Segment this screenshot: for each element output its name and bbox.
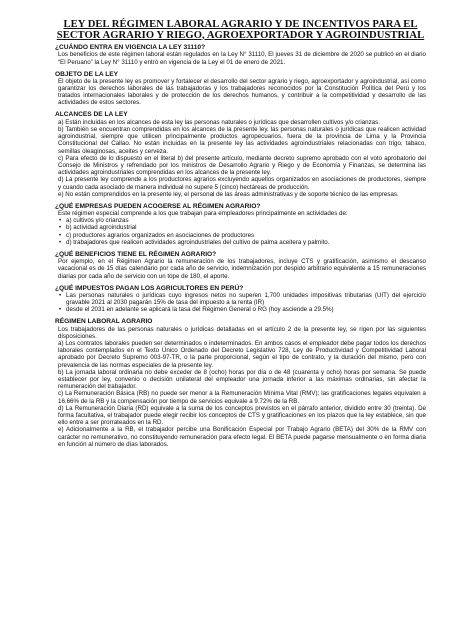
section-heading-regimen: RÉGIMEN LABORAL AGRARIO [55, 318, 153, 326]
list-item: • d) trabajadores que realicen actividades agroindustriales del cultivo de palma aceitera y palmito. [58, 239, 426, 246]
paragraph: c) Para efecto de lo dispuesto en el literal b) del presente artículo, mediante decreto supremo aprobado con el voto aprobatorio del Consejo de Ministros y refrendado por los ministros de Desarrollo Agrario y Riego y de Economía y Finanzas, se determina las actividades agroindustriales comprendidas en los alcances de la presente ley. [58, 154, 426, 177]
paragraph: Los trabajadores de las personas naturales o jurídicas detalladas en el artículo 2 de la presente ley, se rigen por las siguientes disposiciones. [58, 325, 426, 340]
title-line-1: LEY DEL RÉGIMEN LABORAL AGRARIO Y DE INCENTIVOS PARA EL [63, 19, 418, 30]
title-line-2: SECTOR AGRARIO Y RIEGO, AGROEXPORTADOR Y AGROINDUSTRIAL [56, 29, 425, 41]
paragraph: c) La Remuneración Básica (RB) no puede ser menor a la Remuneración Mínima Vital (RMV); las gratificaciones legales equivalen a 16.66% de la RB y la compensación por tiempo de servicios equivale a 9.72% de la RB. [58, 390, 426, 405]
section-heading-impuestos: ¿QUÉ IMPUESTOS PAGAN LOS AGRICULTORES EN PERÚ? [55, 284, 244, 292]
paragraph: e) Adicionalmente a la RB, el trabajador percibe una Bonificación Especial por Trabajo Agrario (BETA) del 30% de la RMV con carácter no remunerativo, no constituyendo remuneración para efecto legal. El BETA puede pagarse mensualmente o en forma diaria en función al número de días laborados. [58, 426, 426, 448]
list-item: • desde el 2031 en adelante se aplicará la tasa del Régimen General o RG (hoy asciende a 29.5%) [58, 306, 426, 313]
paragraph: a) Los contratos laborales pueden ser determinados o indeterminados. En ambos casos el empleador debe pagar todos los derechos laborales contemplados en el Texto Único Ordenado del Decreto Legislativo 728, Ley de Productividad y Competitividad Laboral aprobado por Decreto Supremo 003-97-TR, o la parte proporcional, según el tipo de contrato, y la duración del mismo, pero con prevalencia de las normas especiales de la presente ley. [58, 339, 426, 369]
paragraph: Los beneficios de este régimen laboral están regulados en la Ley N° 31110, El jueves 31 de diciembre de 2020 se publicó en el diario “El Peruano” la Ley N° 31110 y entró en vigencia de la Ley el 01 de enero de 2021. [58, 51, 426, 66]
paragraph: a) Están incluidas en los alcances de esta ley las personas naturales o jurídicas que desarrollen cultivos y/o crianzas. [58, 118, 380, 126]
paragraph: Por ejemplo, en el Régimen Agrario la remuneración de los trabajadores, incluye CTS y gratificación, asimismo el descanso vacacional es de 15 días calendario por cada año de servicio, indemnización por despido arbitrario equivalente a 15 remuneraciones diarias por cada año de servicio con un tope de 180, el aporte. [58, 258, 426, 280]
section-heading-beneficios: ¿QUÉ BENEFICIOS TIENE EL RÉGIMEN AGRARIO? [55, 250, 217, 258]
section-heading-objeto: OBJETO DE LA LEY [55, 70, 119, 78]
paragraph: d) La presente ley comprende a los productores agrarios excluyendo aquellos organizados en asociaciones de productores, siempre y cuando cada asociado de manera individual no supere 5 (cinco) hectáreas de producción. [58, 176, 426, 191]
section-heading-alcances: ALCANCES DE LA LEY [55, 111, 128, 119]
list-item: • Las personas naturales o jurídicas cuyo ingresos netos no superen 1,700 unidades impositivas tributarias (UIT) del ejercicio gravable 2021 al 2030 pagarán 15% de tasa del impuesto a la renta (IR) [58, 292, 426, 306]
list-item: • b) actividad agroindustrial [58, 224, 426, 231]
paragraph: b) También se encuentran comprendidas en los alcances de la presente ley, las personas naturales o jurídicas que realicen actividad agroindustrial, siempre que utilicen principalmente productos agropecuarios, fuera de la provincia de Lima y la Provincia Constitucional del Callao. No están incluidas en la presente ley las actividades agroindustriales relacionadas con trigo, tabaco, semillas oleaginosas, aceites y cerveza. [58, 125, 426, 155]
document-title [55, 20, 426, 41]
paragraph: Este régimen especial comprende a los que trabajan para empleadores principalmente en actividades de: [58, 210, 348, 218]
bullet-list [55, 217, 426, 246]
paragraph: b) La jornada laboral ordinaria no debe exceder de 8 (ocho) horas por día o de 48 (cuarenta y ocho) horas por semana. Se puede establecer por ley, convenio o decisión unilateral del empleador una jornada inferior a las máximas ordinarias, sin afectar la remuneración del trabajador. [58, 368, 426, 391]
section-heading-vigencia: ¿CUÁNDO ENTRA EN VIGENCIA LA LEY 31110? [55, 44, 206, 51]
paragraph: El objeto de la presente ley es promover y fortalecer el desarrollo del sector agrario y riego, agroexportador y agroindustrial, así como garantizar los derechos laborales de las trabajadoras y los trabajadores reconocidos por la Constitución Política del Perú y los tratados internacionales laborales y de protección de los derechos humanos, y contribuir a la competitividad y desarrollo de las actividades de estos sectores. [58, 77, 426, 107]
list-item: • a) cultivos y/o crianzas [58, 217, 426, 224]
paragraph: d) La Remuneración Diaria (RD) equivale a la suma de los conceptos previstos en el párrafo anterior, dividido entre 30 (treinta). De forma facultativa, el trabajador puede elegir recibir los conceptos de CTS y gratificaciones en los plazos que la ley establece, sin que ello entre a ser prorrateados en la RD. [58, 404, 426, 427]
section-heading-empresas: ¿QUÉ EMPRESAS PUEDEN ACOGERSE AL RÉGIMEN AGRARIO? [55, 202, 261, 210]
list-item: • c) productores agrarios organizados en asociaciones de productores [58, 232, 426, 239]
bullet-list [55, 292, 426, 314]
paragraph: e) No están comprendidos en la presente ley, el personal de las áreas administrativas y de soporte técnico de las empresas. [58, 190, 399, 198]
